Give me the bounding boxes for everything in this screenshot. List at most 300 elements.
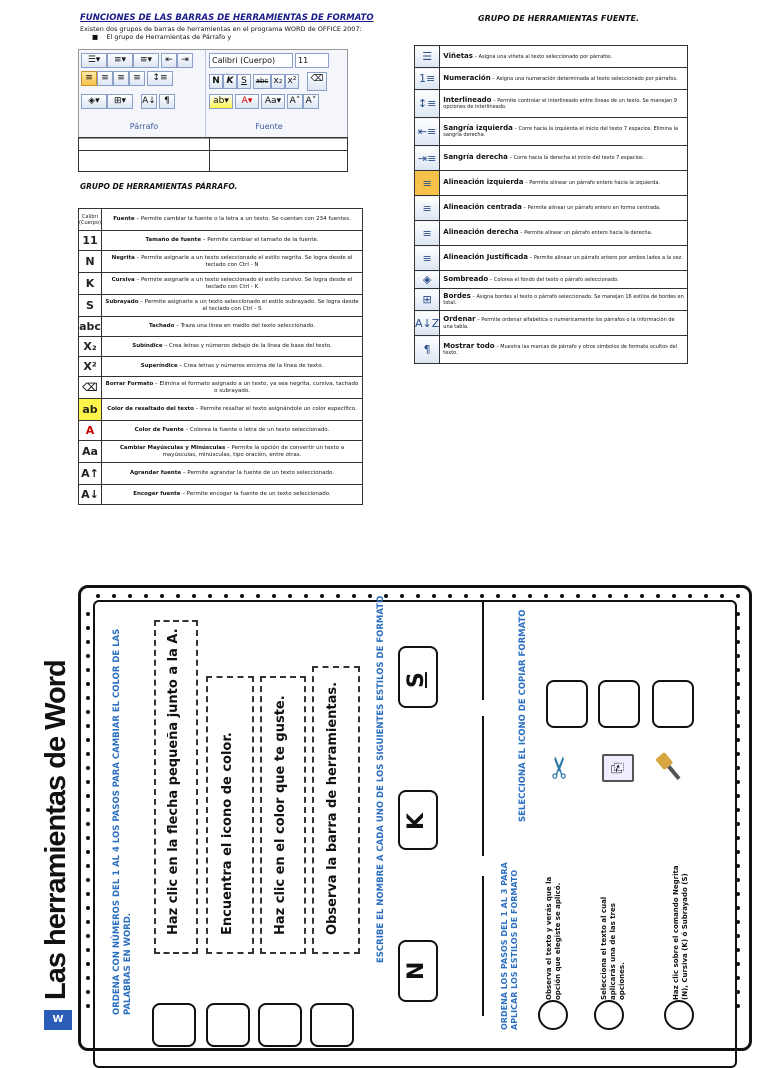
border-dot <box>86 892 90 896</box>
bold-button[interactable]: N <box>209 74 223 89</box>
border-dot <box>736 976 740 980</box>
word-logo-icon: W <box>44 1010 72 1030</box>
tool-desc-text: Muestra las marcas de párrafo y otros símbolos de formato ocultos del texto. <box>443 343 678 356</box>
tool-description <box>440 271 688 289</box>
tool-icon: ⇤≡ <box>415 118 440 146</box>
border-dot <box>736 920 740 924</box>
intro-text: Existen dos grupos de barras de herramientas en el programa WORD de OFFICE 2007: <box>80 25 362 33</box>
border-dot <box>592 594 596 598</box>
tool-icon: K <box>79 273 102 295</box>
borders-button[interactable]: ⊞▾ <box>107 94 133 109</box>
tool-description <box>102 317 363 337</box>
tool-icon: Aa <box>79 441 102 463</box>
separator: – <box>177 363 184 369</box>
copy-format-box-3[interactable] <box>652 680 694 728</box>
tool-description <box>102 251 363 273</box>
border-dot <box>86 696 90 700</box>
tool-description <box>102 209 363 231</box>
tool-desc-text: Corre hacia la derecha el inicio del texto 7 espacios. <box>513 155 645 162</box>
border-dot <box>86 668 90 672</box>
tool-icon: ¶ <box>415 336 440 364</box>
border-dot <box>736 626 740 630</box>
tool-name: Color de resaltado del texto <box>107 406 194 412</box>
copy-format-box-1[interactable] <box>546 680 588 728</box>
tool-description <box>102 399 363 421</box>
font-group-label: Fuente <box>255 122 283 131</box>
tool-name: Alineación centrada <box>443 203 522 212</box>
tool-name: Mostrar todo <box>443 341 495 350</box>
border-dot <box>448 594 452 598</box>
border-dot <box>432 594 436 598</box>
shrink-font-button[interactable]: A˅ <box>303 94 319 109</box>
tool-desc-text: Traza una línea en medio del texto seleccionado. <box>180 323 315 329</box>
font-tool-row <box>79 251 363 273</box>
separator: – <box>472 53 479 60</box>
tool-icon: ≡ <box>415 196 440 221</box>
tool-desc-text: Permite resaltar el texto asignándole un color específico. <box>200 406 357 412</box>
tool-desc-text: Asigna una viñeta al texto seleccionado por párrafos. <box>478 53 613 60</box>
show-all-button[interactable]: ¶ <box>159 94 175 109</box>
tool-icon: X² <box>79 357 102 377</box>
tool-description <box>440 46 688 68</box>
font-tool-row <box>79 399 363 421</box>
border-dot <box>736 682 740 686</box>
answer-box-4[interactable] <box>310 1003 354 1047</box>
border-dot <box>496 594 500 598</box>
border-dot <box>320 594 324 598</box>
tool-desc-text: Permite controlar el interlineado entre líneas de un texto. Se manejan 9 opciones de interlineado. <box>443 97 677 110</box>
tool-description <box>102 273 363 295</box>
page-title: FUNCIONES DE LAS BARRAS DE HERRAMIENTAS DE FORMATO <box>80 13 374 23</box>
order-circle-2[interactable] <box>594 1000 624 1030</box>
separator: – <box>201 237 208 243</box>
font-tool-row <box>79 317 363 337</box>
separator: – <box>181 470 188 476</box>
separator: – <box>134 254 142 261</box>
border-dot <box>736 654 740 658</box>
border-dot <box>736 836 740 840</box>
border-dot <box>544 594 548 598</box>
tool-name: Sangría derecha <box>443 153 508 162</box>
border-dot <box>736 612 740 616</box>
tool-name: Cursiva <box>111 276 135 283</box>
border-dot <box>256 594 260 598</box>
font-group-title: GRUPO DE HERRAMIENTAS FUENTE. <box>478 14 639 23</box>
border-dot <box>86 906 90 910</box>
paragraph-tool-row <box>415 90 688 118</box>
superscript-button[interactable]: x² <box>285 74 299 89</box>
tool-name: Alineación Justificada <box>443 253 529 262</box>
border-dot <box>160 594 164 598</box>
border-dot <box>224 594 228 598</box>
tool-icon: ◈ <box>415 271 440 289</box>
tool-description <box>440 246 688 271</box>
group-divider <box>205 50 206 138</box>
order-circle-1[interactable] <box>538 1000 568 1030</box>
border-dot <box>86 878 90 882</box>
separator: – <box>521 205 528 212</box>
tool-name: Viñetas <box>443 51 473 60</box>
border-dot <box>304 594 308 598</box>
border-dot <box>86 766 90 770</box>
separator: – <box>528 255 534 262</box>
step-text-4: Observa la barra de herramientas. <box>325 681 340 935</box>
tool-name: Tachado <box>148 323 175 329</box>
border-dot <box>736 668 740 672</box>
subscript-button[interactable]: x₂ <box>271 74 285 89</box>
border-dot <box>176 594 180 598</box>
italic-button[interactable]: K <box>223 74 237 89</box>
sort-button[interactable]: A↓ <box>141 94 157 109</box>
paragraph-tool-row <box>415 171 688 196</box>
tool-icon: X₂ <box>79 337 102 357</box>
border-dot <box>736 808 740 812</box>
tool-description <box>102 421 363 441</box>
border-dot <box>86 1004 90 1008</box>
border-dot <box>736 934 740 938</box>
border-dot <box>736 794 740 798</box>
tool-desc-text: Colorea el fondo del texto o párrafo seleccionado. <box>493 276 619 283</box>
border-dot <box>704 594 708 598</box>
tool-desc-text: Permite ordenar alfabética o numéricamente los párrafos o la información de una tabla. <box>443 317 675 330</box>
border-dot <box>352 594 356 598</box>
paragraph-tool-row <box>415 118 688 146</box>
write-line-k <box>482 716 484 856</box>
tool-icon: ⇥≡ <box>415 146 440 171</box>
border-dot <box>86 850 90 854</box>
tool-description <box>102 463 363 485</box>
border-dot <box>86 864 90 868</box>
tool-icon: S <box>79 295 102 317</box>
tool-desc-text: Permite alinear un párrafo entero hacia la izquierda. <box>529 180 661 187</box>
border-dot <box>736 822 740 826</box>
border-dot <box>736 990 740 994</box>
border-dot <box>86 794 90 798</box>
border-dot <box>480 594 484 598</box>
numbering-button[interactable]: ≡▾ <box>107 53 133 68</box>
tool-icon: ab <box>79 399 102 421</box>
border-dot <box>576 594 580 598</box>
paragraph-tool-row <box>415 146 688 171</box>
border-dot <box>208 594 212 598</box>
write-line-n <box>482 876 484 1016</box>
border-dot <box>640 594 644 598</box>
border-dot <box>736 892 740 896</box>
underline-button[interactable]: S <box>237 74 251 89</box>
indent-increase-button[interactable]: ⇥ <box>177 53 193 68</box>
tool-icon: 11 <box>79 231 102 251</box>
answer-box-1[interactable] <box>152 1003 196 1047</box>
border-dot <box>736 878 740 882</box>
font-tool-row <box>79 463 363 485</box>
border-dot <box>288 594 292 598</box>
font-tool-row <box>79 485 363 505</box>
border-dot <box>86 752 90 756</box>
answer-box-2[interactable] <box>206 1003 250 1047</box>
font-color-button[interactable]: A▾ <box>235 94 259 109</box>
font-tools-table <box>78 208 363 505</box>
tool-name: Fuente <box>113 216 135 222</box>
font-tool-row <box>79 273 363 295</box>
border-dot <box>86 780 90 784</box>
instruction-2: ESCRIBE EL NOMBRE A CADA UNO DE LOS SIGUIENTES ESTILOS DE FORMATO <box>376 595 386 963</box>
tool-desc-text: Corre hacia la izquierda el inicio del texto 7 espacios. Elimina la sangría derecha. <box>443 125 679 138</box>
paragraph-tool-row <box>415 271 688 289</box>
border-dot <box>736 640 740 644</box>
instruction-4: SELECCIONA EL ICONO DE COPIAR FORMATO <box>518 609 528 822</box>
tool-name: Ordenar <box>443 315 476 323</box>
shading-button[interactable]: ◈▾ <box>81 94 107 109</box>
tool-icon: A↓ <box>79 485 102 505</box>
separator: – <box>193 406 201 412</box>
tool-icon: A↑ <box>79 463 102 485</box>
border-dot <box>240 594 244 598</box>
paragraph-tool-row <box>415 289 688 311</box>
border-dot <box>86 990 90 994</box>
tool-name: Subrayado <box>105 298 139 305</box>
font-tool-row <box>79 209 363 231</box>
paragraph-tool-row <box>415 221 688 246</box>
border-dot <box>86 654 90 658</box>
tool-desc-text: Permite alinear un párrafo entero por ambos lados a la vez. <box>533 255 683 262</box>
border-dot <box>736 948 740 952</box>
tool-name: Color de Fuente <box>134 427 184 433</box>
tool-description <box>102 357 363 377</box>
tool-desc-text: Permite asignarle a un texto seleccionado el estilo cursivo. Se logra desde el teclado con Ctrl - K <box>141 276 353 290</box>
border-dot <box>86 738 90 742</box>
tool-desc-text: Permite asignarle a un texto seleccionado el estilo subrayado. Se logra desde el teclado con Ctrl - S <box>144 298 359 312</box>
tool-description <box>102 441 363 463</box>
tool-desc-text: Asigna bordes al texto o párrafo seleccionado. Se manejan 16 estilos de bordes en total. <box>443 293 684 306</box>
border-dot <box>736 738 740 742</box>
border-dot <box>86 934 90 938</box>
tool-desc-text: Permite asignarle a un texto seleccionado el estilo negrita. Se logra desde el teclado con Ctrl - N <box>141 254 353 268</box>
bullets-button[interactable]: ☰▾ <box>81 53 107 68</box>
highlight-button[interactable]: ab▾ <box>209 94 233 109</box>
tool-name: Sangría izquierda <box>443 123 513 132</box>
step-text-1: Haz clic en la flecha pequeña junto a la A. <box>166 628 181 935</box>
border-dot <box>688 594 692 598</box>
border-dot <box>416 594 420 598</box>
border-dot <box>86 976 90 980</box>
change-case-button[interactable]: Aa▾ <box>261 94 285 109</box>
border-dot <box>112 594 116 598</box>
separator: – <box>183 427 191 433</box>
tool-icon: ↕≡ <box>415 90 440 118</box>
separator: – <box>138 298 145 305</box>
tool-desc-text: Permite cambiar el tamaño de la fuente. <box>207 237 319 243</box>
tool-icon: ≡ <box>415 221 440 246</box>
border-dot <box>560 594 564 598</box>
border-dot <box>736 752 740 756</box>
font-size-field[interactable]: 11 <box>295 53 329 68</box>
separator: – <box>225 444 232 451</box>
tool-desc-text: Permite alinear un párrafo entero en forma centrada. <box>527 205 661 212</box>
font-tool-row <box>79 377 363 399</box>
font-tool-row <box>79 357 363 377</box>
border-dot <box>86 640 90 644</box>
tool-name: Numeración <box>443 73 491 82</box>
border-dot <box>368 594 372 598</box>
tool-icon: A <box>79 421 102 441</box>
border-dot <box>86 626 90 630</box>
border-dot <box>86 822 90 826</box>
border-dot <box>86 682 90 686</box>
separator: – <box>134 276 142 283</box>
border-dot <box>272 594 276 598</box>
tool-name: Negrita <box>111 254 135 261</box>
border-dot <box>672 594 676 598</box>
step-text-2: Encuentra el icono de color. <box>220 732 235 935</box>
tool-description <box>440 221 688 246</box>
grow-font-button[interactable]: A˄ <box>287 94 303 109</box>
tool-name: Superíndice <box>140 363 178 369</box>
tool-description <box>440 146 688 171</box>
tool-name: Encoger fuente <box>133 491 181 497</box>
instruction-1: ORDENA CON NÚMEROS DEL 1 AL 4 LOS PASOS PARA CAMBIAR EL COLOR DE LAS PALABRAS EN WORD. <box>112 628 133 1015</box>
copy-icon[interactable]: ⎘ <box>602 754 634 782</box>
tool-desc-text: Permite encoger la fuente de un texto seleccionado. <box>186 491 331 497</box>
tool-name: Cambiar Mayúsculas y Minúsculas <box>119 444 226 451</box>
order-step-3: Haz clic sobre el comando Negrita (N), Cursiva (K) ó Subrayado (S) <box>672 865 689 1000</box>
tool-icon: ⊞ <box>415 289 440 311</box>
tool-desc-text: Permite alinear un párrafo entero hacia la derecha. <box>524 230 653 237</box>
tool-desc-text: Crea letras y números debajo de la línea de base del texto. <box>168 343 332 349</box>
separator: – <box>153 380 160 387</box>
justify-button[interactable]: ≡ <box>129 71 145 86</box>
separator: – <box>488 276 494 283</box>
tool-desc-text: Elimina el formato asignado a un texto, ya sea negrita, cursiva, tachado o subrayado. <box>159 380 359 394</box>
tool-desc-text: Colorea la fuente o letra de un texto seleccionado. <box>190 427 330 433</box>
font-tool-row <box>79 337 363 357</box>
border-dot <box>608 594 612 598</box>
tool-icon: abc <box>79 317 102 337</box>
order-step-2: Selecciona el texto al cual aplicarás una de las tres opciones. <box>600 896 626 1000</box>
border-dot <box>86 836 90 840</box>
border-dot <box>736 962 740 966</box>
border-dot <box>86 710 90 714</box>
paragraph-tool-row <box>415 311 688 336</box>
align-left-button[interactable]: ≡ <box>81 71 97 86</box>
tool-name: Alineación derecha <box>443 228 519 237</box>
tool-name: Tamaño de fuente <box>145 237 202 243</box>
tool-desc-text: Permite la opción de convertir un texto a mayúsculas, minúsculas, tipo oración, entre otras. <box>162 444 345 458</box>
border-dot <box>736 766 740 770</box>
border-dot <box>656 594 660 598</box>
border-dot <box>336 594 340 598</box>
tool-name: Agrandar fuente <box>129 470 182 476</box>
font-tool-row <box>79 231 363 251</box>
write-line-s <box>482 600 484 700</box>
separator: – <box>494 343 501 350</box>
separator: – <box>180 491 187 497</box>
indent-decrease-button[interactable]: ⇤ <box>161 53 177 68</box>
border-dot <box>736 850 740 854</box>
paragraph-tool-row <box>415 246 688 271</box>
tool-name: Borrar Formato <box>105 380 154 387</box>
border-dot <box>736 594 740 598</box>
letter-n: N <box>404 961 429 980</box>
border-dot <box>86 962 90 966</box>
tool-description <box>102 485 363 505</box>
border-dot <box>400 594 404 598</box>
border-dot <box>624 594 628 598</box>
scissors-icon[interactable]: ✂ <box>543 754 579 781</box>
tool-description <box>102 377 363 399</box>
border-dot <box>736 780 740 784</box>
tool-description <box>440 311 688 336</box>
separator: – <box>490 75 497 82</box>
paragraph-tool-row <box>415 336 688 364</box>
border-dot <box>528 594 532 598</box>
tool-icon: 1≡ <box>415 68 440 90</box>
tool-description <box>440 171 688 196</box>
strike-button[interactable]: abc <box>253 74 271 89</box>
tool-desc-text: Asigna una numeración determinada al texto seleccionado por párrafos. <box>496 75 678 82</box>
clear-format-button[interactable]: ⌫ <box>307 72 327 91</box>
paragraph-tool-row <box>415 196 688 221</box>
border-dot <box>736 1004 740 1008</box>
tool-description <box>440 336 688 364</box>
tool-name: Bordes <box>443 291 471 300</box>
tool-description <box>440 90 688 118</box>
tool-description <box>440 289 688 311</box>
separator: – <box>174 323 181 329</box>
tool-description <box>102 295 363 317</box>
step-text-3: Haz clic en el color que te guste. <box>273 695 288 935</box>
order-step-1: Observa el texto y verás que la opción que elegiste se aplicó. <box>545 876 562 1000</box>
separator: – <box>512 125 519 132</box>
align-right-button[interactable]: ≡ <box>113 71 129 86</box>
tool-description <box>440 118 688 146</box>
ribbon-screenshot <box>78 49 348 139</box>
answer-box-3[interactable] <box>258 1003 302 1047</box>
font-name-field[interactable]: Calibri (Cuerpo) <box>209 53 293 68</box>
separator: – <box>134 216 141 222</box>
copy-format-box-2[interactable] <box>598 680 640 728</box>
letter-k: K <box>404 812 429 830</box>
border-dot <box>86 612 90 616</box>
border-dot <box>128 594 132 598</box>
multilevel-button[interactable]: ≡▾ <box>133 53 159 68</box>
tool-icon: ≡ <box>415 171 440 196</box>
intro-bullet: ■ El grupo de Herramientas de Párrafo y <box>92 33 232 41</box>
tool-desc-text: Permite agrandar la fuente de un texto seleccionado. <box>187 470 335 476</box>
order-circle-3[interactable] <box>664 1000 694 1030</box>
align-center-button[interactable]: ≡ <box>97 71 113 86</box>
separator: – <box>475 317 482 323</box>
tool-icon: A↓Z <box>415 311 440 336</box>
border-dot <box>736 864 740 868</box>
font-tool-row <box>79 295 363 317</box>
border-dot <box>192 594 196 598</box>
font-tool-row <box>79 421 363 441</box>
separator: – <box>491 97 498 104</box>
border-dot <box>736 906 740 910</box>
tool-name: Interlineado <box>443 95 492 104</box>
tool-icon: N <box>79 251 102 273</box>
border-dot <box>512 594 516 598</box>
separator: – <box>470 293 477 300</box>
paragraph-tool-row <box>415 46 688 68</box>
tool-description <box>440 68 688 90</box>
tool-icon: ≡ <box>415 246 440 271</box>
paragraph-section-title: GRUPO DE HERRAMIENTAS PÁRRAFO. <box>80 182 238 191</box>
tool-description <box>440 196 688 221</box>
line-spacing-button[interactable]: ↕≡ <box>147 71 173 86</box>
worksheet-title: Las herramientas de Word <box>40 660 72 1000</box>
border-dot <box>736 710 740 714</box>
